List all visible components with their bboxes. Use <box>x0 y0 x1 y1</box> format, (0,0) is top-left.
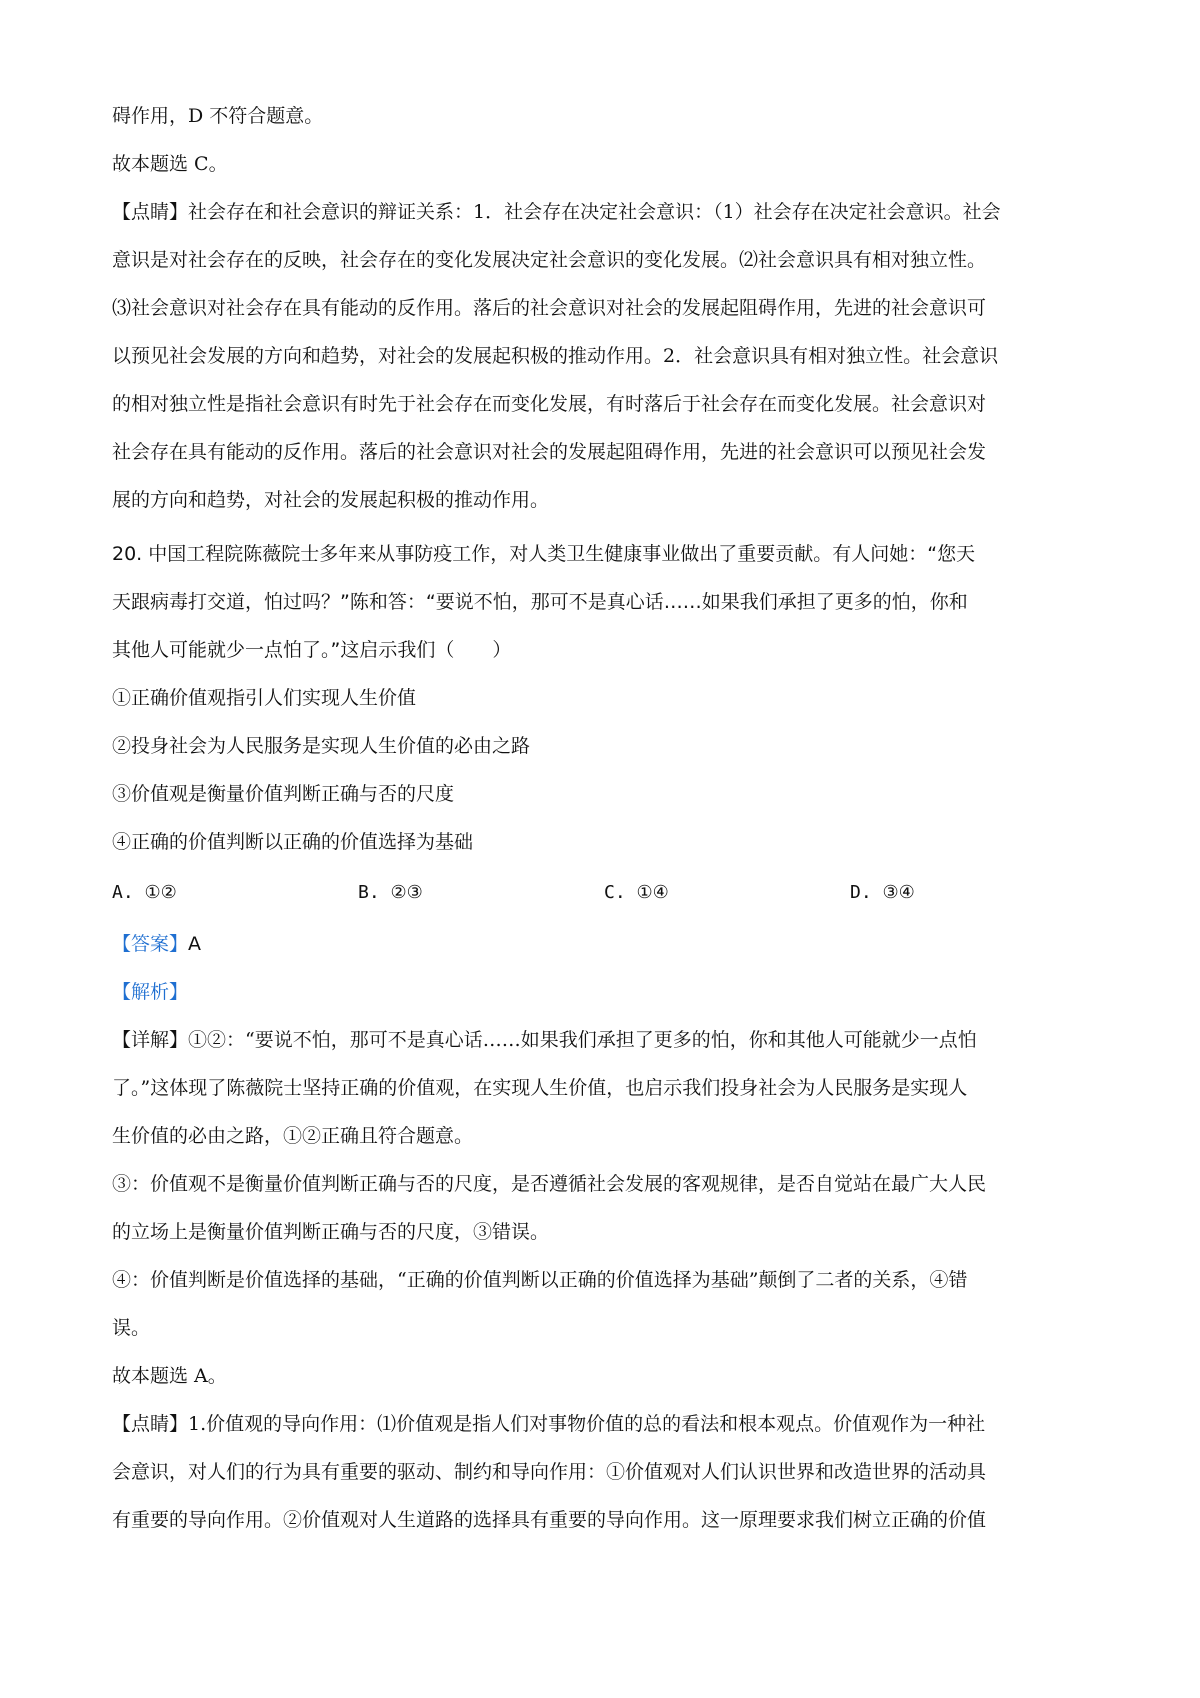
question-stem: 天跟病毒打交道，怕过吗？”陈和答：“要说不怕，那可不是真心话……如果我们承担了更多的怕，你和 <box>112 591 968 613</box>
text-line: 社会存在具有能动的反作用。落后的社会意识对社会的发展起阻碍作用，先进的社会意识可以预见社会发 <box>112 441 987 463</box>
document-content <box>112 92 1096 1544</box>
answer-options <box>112 866 1096 920</box>
text-line: ④：价值判断是价值选择的基础，“正确的价值判断以正确的价值选择为基础”颠倒了二者的关系，④错 <box>112 1269 968 1291</box>
text-line: 有重要的导向作用。②价值观对人生道路的选择具有重要的导向作用。这一原理要求我们树立正确的价值 <box>112 1509 987 1531</box>
statement-item: ④正确的价值判断以正确的价值选择为基础 <box>112 831 474 853</box>
text-line: 碍作用，D 不符合题意。 <box>112 105 324 127</box>
statement-item: ③价值观是衡量价值判断正确与否的尺度 <box>112 783 455 805</box>
text-line: 意识是对社会存在的反映，社会存在的变化发展决定社会意识的变化发展。⑵社会意识具有相对独立性。 <box>112 249 987 271</box>
previous-question-explanation <box>112 92 1096 524</box>
statement-item: ①正确价值观指引人们实现人生价值 <box>112 687 417 709</box>
question-stem: 其他人可能就少一点怕了。”这启示我们（ ） <box>112 639 512 661</box>
answer-section <box>112 920 1096 1016</box>
text-line: 生价值的必由之路，①②正确且符合题意。 <box>112 1125 474 1147</box>
statement-item: ②投身社会为人民服务是实现人生价值的必由之路 <box>112 735 531 757</box>
question-20 <box>112 530 1096 920</box>
text-line: 会意识，对人们的行为具有重要的驱动、制约和导向作用：①价值观对人们认识世界和改造世界的活动具 <box>112 1461 987 1483</box>
text-line: 了。”这体现了陈薇院士坚持正确的价值观，在实现人生价值，也启示我们投身社会为人民服务是实现人 <box>112 1077 968 1099</box>
option-c: C. ①④ <box>604 882 669 903</box>
answer-line <box>112 920 1096 968</box>
analysis-label: 【解析】 <box>112 981 189 1003</box>
text-line: 【点睛】1.价值观的导向作用：⑴价值观是指人们对事物价值的总的看法和根本观点。价值观作为一种社 <box>112 1413 986 1435</box>
text-line: 误。 <box>112 1317 151 1339</box>
text-line: 的立场上是衡量价值判断正确与否的尺度，③错误。 <box>112 1221 550 1243</box>
option-b: B. ②③ <box>358 882 423 903</box>
option-a: A. ①② <box>112 882 177 903</box>
text-line: 的相对独立性是指社会意识有时先于社会存在而变化发展，有时落后于社会存在而变化发展。社会意识对 <box>112 393 987 415</box>
text-line: 故本题选 A。 <box>112 1365 227 1387</box>
answer-value: A <box>188 933 202 955</box>
answer-label: 【答案】 <box>112 933 189 955</box>
text-line: 【详解】①②：“要说不怕，那可不是真心话……如果我们承担了更多的怕，你和其他人可能就少一点怕 <box>112 1029 977 1051</box>
option-d: D. ③④ <box>850 882 915 903</box>
text-line: 【点睛】社会存在和社会意识的辩证关系：1．社会存在决定社会意识：（1）社会存在决定社会意识。社会 <box>112 201 1001 223</box>
text-line: ③：价值观不是衡量价值判断正确与否的尺度，是否遵循社会发展的客观规律，是否自觉站在最广大人民 <box>112 1173 987 1195</box>
text-line: 故本题选 C。 <box>112 153 228 175</box>
text-line: 展的方向和趋势，对社会的发展起积极的推动作用。 <box>112 489 550 511</box>
analysis-section <box>112 1016 1096 1544</box>
text-line: ⑶社会意识对社会存在具有能动的反作用。落后的社会意识对社会的发展起阻碍作用，先进的社会意识可 <box>112 297 987 319</box>
question-stem: 20. 中国工程院陈薇院士多年来从事防疫工作，对人类卫生健康事业做出了重要贡献。有人问她：“您天 <box>112 543 976 565</box>
text-line: 以预见社会发展的方向和趋势，对社会的发展起积极的推动作用。2．社会意识具有相对独立性。社会意识 <box>112 345 999 367</box>
